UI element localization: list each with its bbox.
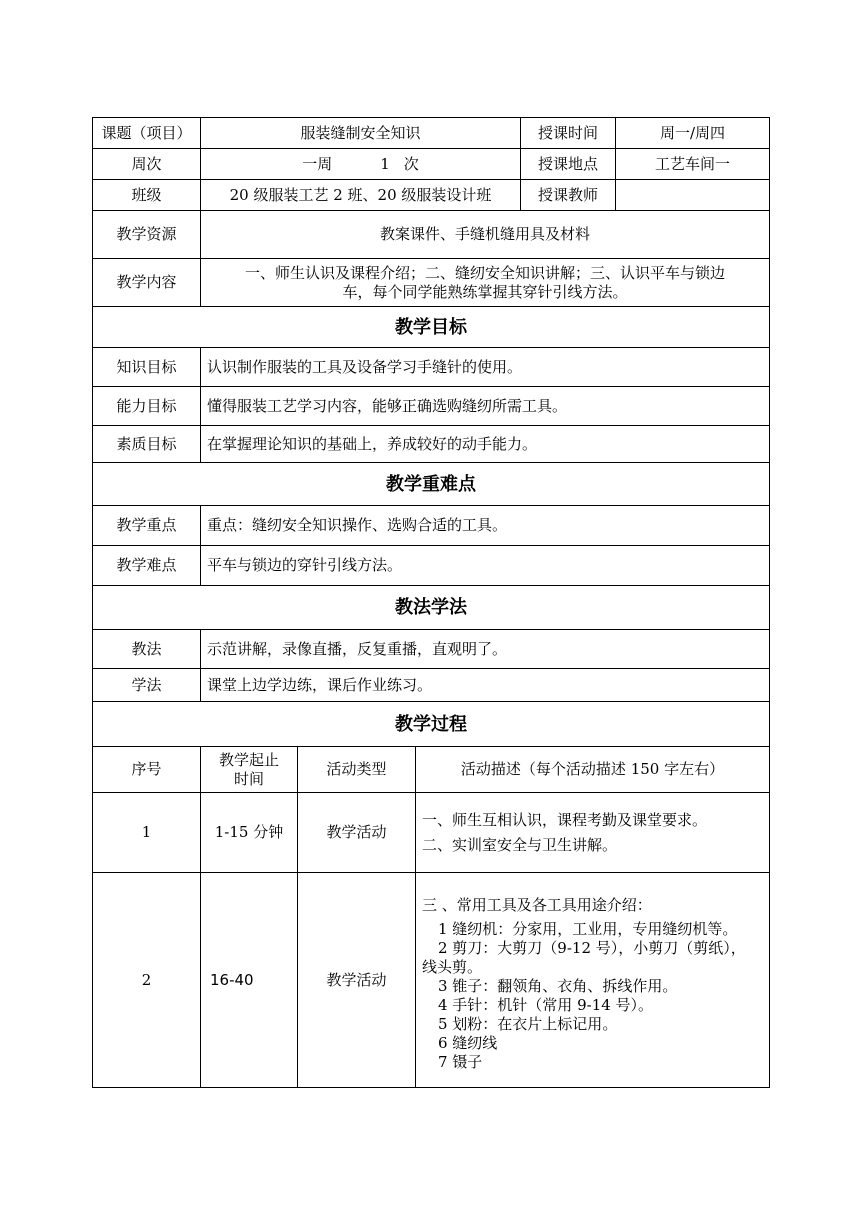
content-label: 教学内容 xyxy=(93,259,201,307)
method-row xyxy=(93,630,770,669)
content-line-1: 一、师生认识及课程介绍；二、缝纫安全知识讲解；三、认识平车与锁边 xyxy=(245,263,726,282)
content-line-2: 车，每个同学能熟练掌握其穿针引线方法。 xyxy=(342,282,628,301)
method-label: 教法 xyxy=(93,630,201,669)
process-desc-line: 7 镊子 xyxy=(438,1053,483,1071)
process-desc-line: 4 手针：机针（常用 9-14 号）。 xyxy=(438,996,654,1014)
keypoint-value: 平车与锁边的穿针引线方法。 xyxy=(201,546,770,586)
lesson-plan-table xyxy=(92,117,770,1088)
week-value-c: 次 xyxy=(403,154,419,173)
process-header-row xyxy=(93,747,770,793)
week-value-a: 一周 xyxy=(302,154,333,173)
goal-value: 在掌握理论知识的基础上，养成较好的动手能力。 xyxy=(201,426,770,463)
methods-title: 教法学法 xyxy=(93,586,770,630)
process-desc-line: 一、师生互相认识，课程考勤及课堂要求。 xyxy=(422,810,708,829)
process-desc-line: 1 缝纫机：分家用，工业用，专用缝纫机等。 xyxy=(438,920,738,938)
process-desc-line: 二、实训室安全与卫生讲解。 xyxy=(422,835,618,854)
resources-row xyxy=(93,211,770,259)
week-label: 周次 xyxy=(93,149,201,180)
goal-label: 素质目标 xyxy=(93,426,201,463)
resources-value: 教案课件、手缝机缝用具及材料 xyxy=(201,211,770,259)
goal-value: 懂得服装工艺学习内容，能够正确选购缝纫所需工具。 xyxy=(201,387,770,426)
process-desc-line: 3 锥子：翻领角、衣角、拆线作用。 xyxy=(438,977,678,995)
process-type: 教学活动 xyxy=(298,873,416,1088)
week-value-b: 1 xyxy=(380,154,390,173)
goal-row xyxy=(93,387,770,426)
content-row xyxy=(93,259,770,307)
content-value xyxy=(201,259,770,307)
topic-label: 课题（项目） xyxy=(93,118,201,149)
time-label: 授课时间 xyxy=(521,118,616,149)
keypoint-label: 教学重点 xyxy=(93,506,201,546)
process-type: 教学活动 xyxy=(298,793,416,873)
col-desc: 活动描述（每个活动描述 150 字左右） xyxy=(416,747,770,793)
topic-value: 服装缝制安全知识 xyxy=(201,118,521,149)
keypoint-row xyxy=(93,546,770,586)
class-label: 班级 xyxy=(93,180,201,211)
col-time-line-2: 时间 xyxy=(233,769,264,788)
process-desc-line: 6 缝纫线 xyxy=(438,1034,498,1052)
process-desc xyxy=(416,793,770,873)
col-type: 活动类型 xyxy=(298,747,416,793)
process-seq: 1 xyxy=(93,793,201,873)
goals-section-row xyxy=(93,307,770,348)
header-row-topic xyxy=(93,118,770,149)
teacher-label: 授课教师 xyxy=(521,180,616,211)
week-value xyxy=(201,149,521,180)
process-desc xyxy=(416,873,770,1088)
goal-value: 认识制作服装的工具及设备学习手缝针的使用。 xyxy=(201,348,770,387)
method-value: 课堂上边学边练，课后作业练习。 xyxy=(201,669,770,702)
col-seq: 序号 xyxy=(93,747,201,793)
process-seq: 2 xyxy=(93,873,201,1088)
goal-label: 能力目标 xyxy=(93,387,201,426)
keypoints-title: 教学重难点 xyxy=(93,463,770,506)
teacher-value xyxy=(616,180,770,211)
goal-row xyxy=(93,426,770,463)
method-row xyxy=(93,669,770,702)
time-value: 周一/周四 xyxy=(616,118,770,149)
class-value: 20 级服装工艺 2 班、20 级服装设计班 xyxy=(201,180,521,211)
goals-title: 教学目标 xyxy=(93,307,770,348)
keypoints-section-row xyxy=(93,463,770,506)
keypoint-value: 重点：缝纫安全知识操作、选购合适的工具。 xyxy=(201,506,770,546)
keypoint-label: 教学难点 xyxy=(93,546,201,586)
process-time: 1-15 分钟 xyxy=(201,793,298,873)
keypoint-row xyxy=(93,506,770,546)
method-value: 示范讲解，录像直播，反复重播，直观明了。 xyxy=(201,630,770,669)
resources-label: 教学资源 xyxy=(93,211,201,259)
method-label: 学法 xyxy=(93,669,201,702)
process-title: 教学过程 xyxy=(93,702,770,747)
process-section-row xyxy=(93,702,770,747)
header-row-week xyxy=(93,149,770,180)
place-label: 授课地点 xyxy=(521,149,616,180)
process-desc-line: 线头剪。 xyxy=(422,958,483,976)
process-row xyxy=(93,793,770,873)
process-desc-title: 三 、常用工具及各工具用途介绍： xyxy=(422,896,652,914)
header-row-class xyxy=(93,180,770,211)
place-value: 工艺车间一 xyxy=(616,149,770,180)
col-time-line-1: 教学起止 xyxy=(218,750,279,769)
process-row xyxy=(93,873,770,1088)
methods-section-row xyxy=(93,586,770,630)
col-time xyxy=(201,747,298,793)
process-desc-line: 2 剪刀：大剪刀（9-12 号），小剪刀（剪纸）， xyxy=(438,939,746,957)
process-time: 16-40 xyxy=(201,873,298,1088)
process-desc-line: 5 划粉：在衣片上标记用。 xyxy=(438,1015,618,1033)
goal-label: 知识目标 xyxy=(93,348,201,387)
goal-row xyxy=(93,348,770,387)
